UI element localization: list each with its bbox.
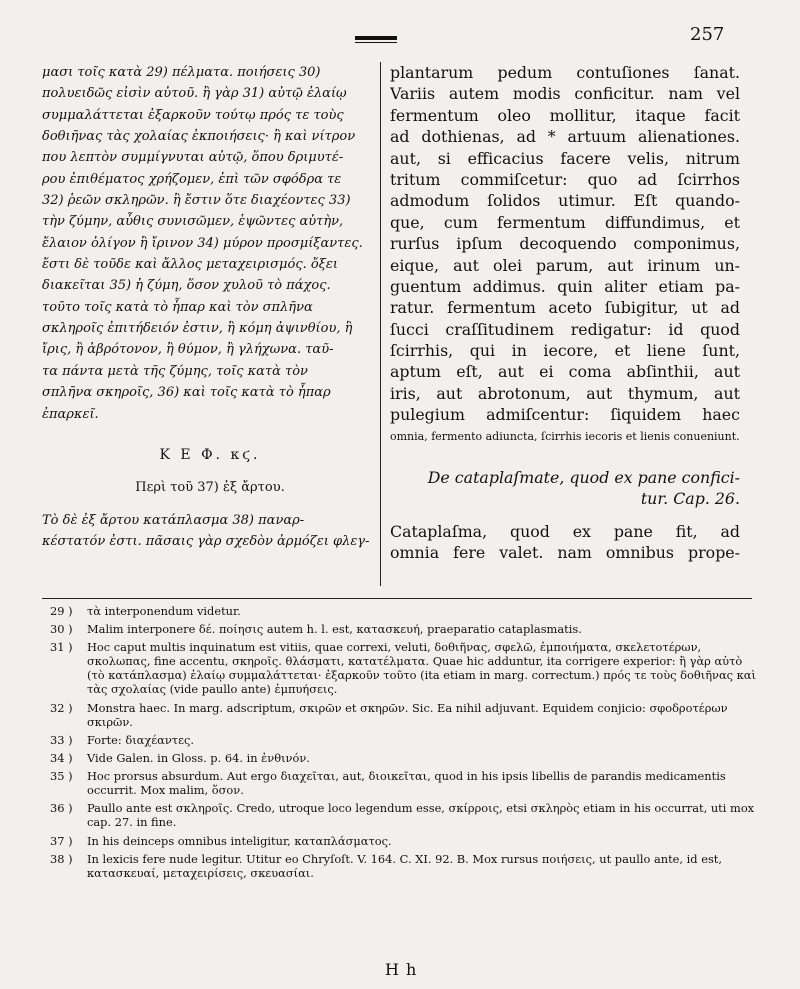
column-divider [380, 62, 381, 586]
greek-line: σπλῆνα σκηροῖς, 36) καὶ τοῖς κατὰ τὸ ἧπαρ [42, 385, 331, 401]
footnote [42, 751, 757, 765]
greek-line: πολυειδῶς εἰσὶν αὐτοῦ. ἢ γὰρ 31) αὐτῷ ἐλαίῳ [42, 86, 347, 102]
footnote-number: 34 ) [50, 750, 73, 765]
latin-line: fermentum oleo mollitur, itaque facit [390, 105, 740, 125]
footnote-text: Monstra haec. In marg. adscriptum, σκιρῶν et σκηρῶν. Sic. Ea nihil adjuvant. Equidem conjicio: σφοδροτέρων σκιρῶν. [87, 700, 728, 729]
greek-line: διακεῖται 35) ἡ ζύμη, ὅσον χυλοῦ τὸ πάχος. [42, 278, 331, 294]
footnote-text: Forte: διαχέαντες. [87, 732, 194, 747]
footnote-number: 35 ) [50, 769, 73, 784]
latin-line: plantarum pedum contuſiones ſanat. [390, 63, 740, 82]
footnote-number: 30 ) [50, 622, 73, 637]
greek-line: ἔστι δὲ τοῦδε καὶ ἄλλος μεταχειρισμός. ὄξει [42, 257, 338, 273]
footnote-text: Hoc caput multis inquinatum est vitiis, quae correxi, veluti, δοθιῆνας, σφελῶ, ἐμποιήματα, σκελετοτέρων, σκολωπας, fine accentu, σκηροῖς. θλάσματι, κατατέλματα. Quae hic adduntur, ita corrigere experior: ἢ γὰρ αὐτὸ (τὸ κατάπλασμα) ἐλαίῳ συμμαλάττεται· ἐξαρκοῦν τοῦτο (ita etiam in marg. correctum.) πρός τε τοὺς δοθιῆνας καὶ τὰς σχολαίας (vide paullo ante) ἐμπυήσεις. [87, 640, 756, 697]
footnote-number: 36 ) [50, 801, 73, 816]
greek-line: ἔλαιον ὀλίγον ἢ ἴρινον 34) μύρον προσμίξαντες. [42, 235, 363, 251]
footnote-number: 37 ) [50, 833, 73, 848]
latin-line: ratur. fermentum aceto ſubigitur, ut ad [390, 298, 740, 318]
greek-line: σκληροῖς ἐπιτήδειόν ἐστιν, ἢ κόμη ἀψινθίου, ἢ [42, 321, 353, 337]
signature-mark: H h [385, 960, 418, 979]
footnote [42, 733, 757, 747]
footnote-number: 33 ) [50, 732, 73, 747]
latin-line: omnia, fermento adiuncta, ſcirrhis iecoris et lienis conueniunt. [390, 429, 740, 443]
latin-line: eique, aut olei parum, aut irinum un- [390, 255, 740, 275]
greek-line: ρου ἐπιθέματος χρήζομεν, ἐπὶ τῶν σφόδρα τε [42, 171, 342, 187]
footnote [42, 701, 757, 729]
footnote-number: 38 ) [50, 851, 73, 866]
greek-line: συμμαλάττεται ἐξαρκοῦν τούτῳ πρός τε τοὺς [42, 107, 344, 123]
chapter-title-latin: De cataplaſmate, quod ex pane confici- [427, 468, 740, 488]
section-gap [390, 510, 740, 521]
latin-line: iris, aut abrotonum, aut thymum, aut [390, 383, 740, 403]
greek-line: ἐπαρκεῖ. [42, 406, 99, 422]
footnote-text: Paullo ante est σκληροῖς. Credo, utroque loco legendum esse, σκίρροις, etsi σκληρὸς etiam in his occurrat, uti mox cap. 27. in fine. [87, 801, 755, 830]
footnote-rule [42, 598, 752, 599]
latin-line: Cataplaſma, quod ex pane fit, ad [390, 521, 740, 541]
latin-line: aut, si efficacius facere velis, nitrum [390, 148, 740, 168]
greek-line: 32) ῥεῶν σκληρῶν. ἢ ἔστιν ὅτε διαχέοντες 33) [42, 193, 351, 209]
greek-line: ἴρις, ἢ ἀβρότονον, ἢ θύμον, ἢ γλήχωνα. ταῦ- [42, 342, 334, 358]
chapter-subheading-greek: Περὶ τοῦ 37) ἐξ ἄρτου. [135, 480, 285, 496]
latin-line: ad dothienas, ad * artuum alienationes. [390, 127, 740, 147]
greek-line: τοῦτο τοῖς κατὰ τὸ ἧπαρ καὶ τὸν σπλῆνα [42, 299, 313, 315]
greek-line: δοθιῆνας τὰς χολαίας ἐκποιήσεις· ἢ καὶ νίτρον [42, 129, 356, 145]
latin-line: aptum eſt, aut ei coma abſinthii, aut [390, 362, 740, 382]
footnote-number: 29 ) [50, 604, 73, 618]
greek-line: τὴν ζύμην, αὖθις συνισῶμεν, ἑψῶντες αὐτὴν, [42, 214, 344, 230]
latin-line: admodum ſolidos utimur. Eſt quando- [390, 191, 740, 211]
footnote [42, 640, 757, 696]
footnote-number: 32 ) [50, 700, 73, 715]
footnote-text: In his deinceps omnibus inteligitur, καταπλάσματος. [87, 833, 392, 848]
footnote-number: 31 ) [50, 640, 73, 655]
latin-line: rurſus ipſum decoquendo componimus, [390, 234, 740, 254]
page-number: 257 [690, 24, 725, 45]
greek-line: Τὸ δὲ ἐξ ἄρτου κατάπλασμα 38) παναρ- [42, 512, 305, 528]
footnote [42, 604, 757, 618]
latin-line: guentum addimus. quin aliter etiam pa- [390, 276, 740, 296]
chapter-title-latin: tur. Cap. 26. [640, 489, 740, 509]
latin-column [390, 62, 740, 564]
footnote [42, 769, 757, 797]
footnote [42, 801, 757, 829]
footnote-text: In lexicis fere nude legitur. Utitur eo Chryſoſt. V. 164. C. XI. 92. B. Mox rursus ποιήσεις, ut paullo ante, id est, κατασκευαί, μεταχειρίσεις, σκευασίαι. [87, 851, 722, 880]
footnotes [42, 604, 757, 884]
latin-line: que, cum fermentum diffundimus, et [390, 212, 740, 232]
greek-line: κέστατόν ἐστι. πᾶσαις γὰρ σχεδὸν ἁρμόζει φλεγ- [42, 533, 370, 549]
footnote [42, 622, 757, 636]
section-gap [42, 499, 378, 510]
latin-line: ſucci craſſitudinem redigatur: id quod [390, 319, 740, 339]
section-gap [42, 466, 378, 477]
latin-line: ſcirrhis, qui in iecore, et liene ſunt, [390, 341, 740, 361]
greek-line: που λεπτὸν συμμίγνυται αὐτῷ, ὅπου δριμυτέ- [42, 150, 344, 166]
section-gap [42, 425, 378, 445]
greek-column [42, 62, 378, 552]
chapter-heading-greek: Κ Ε Φ. κϛ. [159, 446, 261, 463]
header-rule-thin [355, 42, 397, 43]
footnote [42, 834, 757, 848]
latin-line: pulegium admiſcentur: ſiquidem haec [390, 405, 740, 425]
greek-line: μασι τοῖς κατὰ 29) πέλματα. ποιήσεις 30) [42, 65, 321, 80]
section-gap [390, 447, 740, 467]
footnote-text: Malim interponere δέ. ποίησις autem h. l. est, κατασκευή, praeparatio cataplasmatis. [87, 622, 582, 637]
latin-line: omnia fere valet. nam omnibus prope- [390, 543, 740, 563]
header-rule [355, 36, 397, 40]
footnote-text: Hoc prorsus absurdum. Aut ergo διαχεῖται, aut, διοικεῖται, quod in his ipsis libellis de parandis medicamentis occurrit. Mox malim, ὅσον. [87, 769, 726, 798]
footnote-text: τὰ interponendum videtur. [87, 604, 241, 618]
footnote-text: Vide Galen. in Gloss. p. 64. in ἐνθινόν. [87, 750, 310, 765]
latin-line: Variis autem modis conficitur. nam vel [390, 84, 740, 104]
latin-line: tritum commiſcetur: quo ad ſcirrhos [390, 169, 740, 189]
footnote [42, 852, 757, 880]
greek-line: τα πάντα μετὰ τῆς ζύμης, τοῖς κατὰ τὸν [42, 363, 308, 379]
